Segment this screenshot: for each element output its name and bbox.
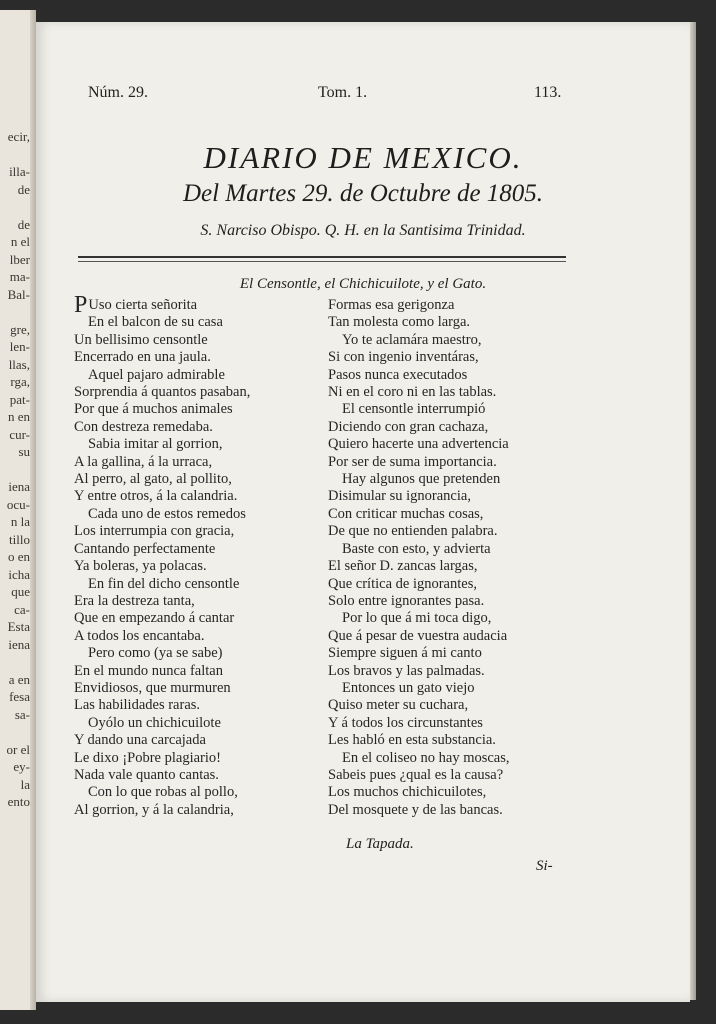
verse-line bbox=[328, 523, 568, 540]
verse-line bbox=[74, 645, 304, 662]
verse-line bbox=[328, 767, 568, 784]
tome-number: Tom. 1. bbox=[318, 84, 368, 101]
verse-text: Por lo que á mi toca digo, bbox=[342, 610, 492, 627]
verse-text: Si con ingenio inventáras, bbox=[328, 349, 479, 366]
verse-text: El señor D. zancas largas, bbox=[328, 558, 478, 575]
issue-date: Del Martes 29. de Octubre de 1805. bbox=[182, 180, 544, 207]
verse-line bbox=[74, 610, 304, 627]
facing-page-fragment: llas, bbox=[8, 356, 30, 372]
verse-text: Y dando una carcajada bbox=[74, 732, 206, 749]
facing-page-fragment: ca- bbox=[14, 601, 30, 617]
facing-page-fragment: lber bbox=[9, 251, 30, 267]
verse-text: Las habilidades raras. bbox=[74, 697, 201, 714]
verse-text: Uso cierta señorita bbox=[88, 297, 198, 313]
verse-line bbox=[74, 471, 304, 488]
facing-page-fragment: n el bbox=[10, 234, 30, 249]
verse-line bbox=[328, 576, 568, 593]
verse-line bbox=[74, 767, 304, 784]
verse-line bbox=[328, 349, 568, 366]
verse-text: A la gallina, á la urraca, bbox=[74, 453, 213, 470]
verse-line bbox=[74, 784, 304, 801]
verse-text: Pero como (ya se sabe) bbox=[88, 645, 223, 662]
verse-text: Aquel pajaro admirable bbox=[88, 366, 225, 383]
facing-page-fragment: gre, bbox=[10, 321, 30, 337]
verse-line bbox=[328, 367, 568, 384]
page-edge bbox=[690, 22, 696, 1000]
verse-line bbox=[328, 436, 568, 453]
facing-page-fragment: de bbox=[17, 216, 30, 232]
verse-line bbox=[74, 697, 304, 714]
verse-line bbox=[74, 541, 304, 558]
facing-page-fragment: Bal- bbox=[7, 286, 30, 302]
verse-line bbox=[328, 750, 568, 767]
facing-page-fragment: or el bbox=[6, 741, 30, 757]
verse-line bbox=[74, 732, 304, 749]
verse-text: Solo entre ignorantes pasa. bbox=[328, 592, 485, 609]
verse-line bbox=[74, 750, 304, 767]
verse-line bbox=[74, 314, 304, 331]
facing-page-fragment: Esta bbox=[7, 619, 30, 634]
facing-page-fragment: illa- bbox=[9, 164, 30, 179]
verse-line bbox=[74, 488, 304, 505]
verse-text: Oyólo un chichicuilote bbox=[88, 714, 221, 731]
verse-line bbox=[328, 384, 568, 401]
verse-line bbox=[74, 628, 304, 645]
verse-text: Envidiosos, que murmuren bbox=[74, 679, 231, 696]
verse-text: A todos los encantaba. bbox=[74, 627, 205, 644]
page-number: 113. bbox=[534, 84, 562, 101]
verse-line bbox=[328, 802, 568, 819]
verse-line bbox=[74, 401, 304, 418]
verse-text: Que crítica de ignorantes, bbox=[328, 575, 477, 592]
catchword: Si- bbox=[536, 858, 553, 874]
verse-line bbox=[328, 680, 568, 697]
verse-line bbox=[74, 349, 304, 366]
facing-page-fragment: sa- bbox=[14, 706, 30, 722]
verse-text: En el coliseo no hay moscas, bbox=[342, 749, 510, 766]
verse-text: Sabeis pues ¿qual es la causa? bbox=[328, 766, 504, 783]
facing-page bbox=[0, 10, 36, 1010]
verse-line bbox=[74, 680, 304, 697]
facing-page-fragment: su bbox=[18, 444, 30, 459]
verse-line bbox=[74, 663, 304, 680]
verse-line bbox=[74, 715, 304, 732]
verse-line bbox=[328, 784, 568, 801]
verse-line bbox=[328, 332, 568, 349]
verse-text: Por ser de suma importancia. bbox=[328, 453, 497, 470]
verse-line bbox=[328, 488, 568, 505]
verse-text: Al perro, al gato, al pollito, bbox=[74, 471, 232, 488]
verse-text: Diciendo con gran cachaza, bbox=[328, 418, 489, 435]
verse-text: Los bravos y las palmadas. bbox=[328, 662, 485, 679]
verse-line bbox=[328, 697, 568, 714]
verse-text: El censontle interrumpió bbox=[342, 401, 486, 418]
verse-text: Y á todos los circunstantes bbox=[328, 714, 483, 731]
facing-page-fragment: fesa bbox=[9, 689, 30, 704]
verse-line bbox=[328, 401, 568, 418]
verse-text: Que en empezando á cantar bbox=[74, 610, 235, 627]
verse-line bbox=[328, 454, 568, 471]
verse-text: En el mundo nunca faltan bbox=[74, 662, 223, 679]
drop-cap: P bbox=[74, 292, 88, 318]
verse-line bbox=[74, 332, 304, 349]
facing-page-fragment: la bbox=[20, 776, 30, 792]
verse-text: Un bellisimo censontle bbox=[74, 331, 208, 348]
verse-line bbox=[328, 663, 568, 680]
verse-line bbox=[74, 292, 304, 318]
facing-page-fragment: rga, bbox=[10, 374, 30, 389]
verse-text: Al gorrion, y á la calandria, bbox=[74, 801, 234, 818]
verse-line bbox=[74, 593, 304, 610]
verse-line bbox=[328, 645, 568, 662]
facing-page-fragment: ma- bbox=[9, 269, 30, 284]
facing-page-fragment: tillo bbox=[9, 531, 30, 547]
verse-text: Era la destreza tanta, bbox=[74, 592, 195, 609]
newspaper-title: DIARIO DE MEXICO. bbox=[203, 140, 523, 175]
verse-text: Por que á muchos animales bbox=[74, 401, 233, 418]
verse-text: Entonces un gato viejo bbox=[342, 679, 475, 696]
facing-page-fragment: icha bbox=[8, 566, 30, 582]
verse-text: Les habló en esta substancia. bbox=[328, 732, 496, 749]
verse-line bbox=[328, 506, 568, 523]
verse-text: Del mosquete y de las bancas. bbox=[328, 801, 503, 818]
verse-text: Quiso meter su cuchara, bbox=[328, 697, 469, 714]
verse-line bbox=[74, 419, 304, 436]
verse-text: Encerrado en una jaula. bbox=[74, 349, 211, 366]
verse-line bbox=[328, 419, 568, 436]
verse-line bbox=[74, 454, 304, 471]
issue-number: Núm. 29. bbox=[88, 84, 148, 101]
verse-text: Con lo que robas al pollo, bbox=[88, 784, 238, 801]
verse-line bbox=[328, 610, 568, 627]
poem-column-left bbox=[74, 292, 304, 819]
verse-text: Siempre siguen á mi canto bbox=[328, 645, 482, 662]
verse-text: Sabia imitar al gorrion, bbox=[88, 436, 223, 453]
verse-line bbox=[74, 523, 304, 540]
verse-line bbox=[74, 506, 304, 523]
verse-text: Que á pesar de vuestra audacia bbox=[328, 627, 508, 644]
facing-page-fragment: cur- bbox=[9, 426, 30, 442]
verse-line bbox=[328, 297, 568, 314]
verse-line bbox=[328, 628, 568, 645]
facing-page-fragment: que bbox=[11, 584, 30, 599]
verse-text: Ni en el coro ni en las tablas. bbox=[328, 384, 497, 401]
verse-line bbox=[74, 576, 304, 593]
facing-page-fragment: ocu- bbox=[6, 496, 30, 512]
facing-page-fragment: n en bbox=[7, 409, 30, 424]
facing-page-fragment: n la bbox=[10, 514, 30, 529]
verse-text: Formas esa gerigonza bbox=[328, 297, 455, 313]
verse-text: De que no entienden palabra. bbox=[328, 523, 498, 540]
verse-text: Quiero hacerte una advertencia bbox=[328, 436, 509, 453]
verse-line bbox=[74, 384, 304, 401]
facing-page-fragment: de bbox=[17, 181, 30, 197]
poem-signature: La Tapada. bbox=[346, 836, 414, 852]
poem-column-right bbox=[328, 297, 568, 819]
facing-page-fragment: iena bbox=[8, 479, 30, 494]
saint-of-day: S. Narciso Obispo. Q. H. en la Santisima Trinidad. bbox=[200, 222, 526, 239]
verse-line bbox=[328, 314, 568, 331]
verse-text: Los muchos chichicuilotes, bbox=[328, 784, 487, 801]
facing-page-fragment: ento bbox=[7, 794, 30, 809]
verse-text: En fin del dicho censontle bbox=[88, 575, 240, 592]
verse-line bbox=[74, 367, 304, 384]
verse-line bbox=[328, 558, 568, 575]
facing-page-fragment: pat- bbox=[9, 391, 30, 407]
verse-line bbox=[328, 715, 568, 732]
verse-line bbox=[328, 471, 568, 488]
verse-text: Con destreza remedaba. bbox=[74, 418, 213, 435]
verse-text: Ya boleras, ya polacas. bbox=[74, 558, 207, 575]
facing-page-fragment: ey- bbox=[13, 759, 30, 774]
verse-text: Con criticar muchas cosas, bbox=[328, 505, 484, 522]
header-rule bbox=[78, 256, 566, 262]
verse-text: Pasos nunca executados bbox=[328, 366, 468, 383]
verse-line bbox=[328, 732, 568, 749]
facing-page-fragment: ecir, bbox=[7, 129, 30, 144]
facing-page-fragment: o en bbox=[7, 549, 30, 564]
verse-line bbox=[74, 802, 304, 819]
verse-line bbox=[328, 593, 568, 610]
verse-text: Sorprendia á quantos pasaban, bbox=[74, 384, 251, 401]
verse-line bbox=[74, 558, 304, 575]
facing-page-fragment: a en bbox=[8, 671, 30, 687]
verse-text: Nada vale quanto cantas. bbox=[74, 766, 219, 783]
verse-text: Le dixo ¡Pobre plagiario! bbox=[74, 749, 221, 766]
verse-line bbox=[328, 541, 568, 558]
page-header bbox=[36, 84, 690, 108]
verse-text: Los interrumpia con gracia, bbox=[74, 523, 235, 540]
verse-text: Disimular su ignorancia, bbox=[328, 488, 471, 505]
verse-text: Yo te aclamára maestro, bbox=[342, 331, 482, 348]
verse-text: Y entre otros, á la calandria. bbox=[74, 488, 238, 505]
verse-text: En el balcon de su casa bbox=[88, 314, 223, 331]
poem-title: El Censontle, el Chichicuilote, y el Gato. bbox=[239, 276, 487, 292]
verse-text: Cada uno de estos remedos bbox=[88, 505, 246, 522]
verse-text: Cantando perfectamente bbox=[74, 540, 216, 557]
facing-page-fragment: iena bbox=[8, 636, 30, 652]
facing-page-fragment: len- bbox=[9, 339, 30, 354]
verse-text: Hay algunos que pretenden bbox=[342, 471, 501, 488]
verse-text: Tan molesta como larga. bbox=[328, 314, 471, 331]
verse-text: Baste con esto, y advierta bbox=[342, 540, 491, 557]
verse-line bbox=[74, 436, 304, 453]
